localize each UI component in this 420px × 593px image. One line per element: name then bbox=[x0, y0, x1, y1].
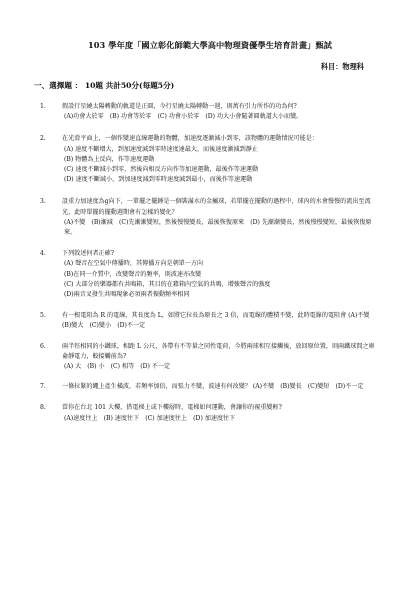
question-3 bbox=[40, 197, 380, 238]
question-text: 設重力加速度為g向下，一單擺之擺錘是一個裝滿水的金屬球，若單擺在擺動的過程中，球內的水會慢慢的流出至流光，此時單擺的擺動週期會有怎樣的變化？ bbox=[62, 198, 371, 216]
option-a: (A) 聲音在空氣中傳播時，其傳播方向是朝單一方向 bbox=[64, 260, 204, 268]
question-options: (A) 大 (B) 小 (C) 相等 (D) 不一定 bbox=[64, 363, 171, 371]
question-options: (A)功會大於零 (B) 功會等於零 (C) 功會小於零 (D) 功大小會隨著圓軌道大小而變。 bbox=[64, 113, 303, 121]
question-text: 當你在台北 101 大樓，搭電梯上或下樓層時，電梯如何運動，會讓你的視重變輕? bbox=[62, 404, 282, 412]
question-body bbox=[62, 342, 380, 373]
question-options: (A)速度往上 (B) 速度往下 (C) 加速度往上 (D) 加速度往下 bbox=[64, 414, 236, 422]
question-options: (A)不變 (B)漸減 (C)先漸漸變短，然後慢慢變長，最後恢復原來 (D) 先漸漸變長，然後慢慢變短，最後恢復原來。 bbox=[64, 218, 372, 237]
question-number: 1. bbox=[40, 103, 46, 110]
question-4 bbox=[40, 249, 380, 300]
option-d: (D) 速度不斷減小，到加速度減到零時速度減到最小，而後作等速運動 bbox=[64, 176, 253, 184]
option-a: (A) 速度不斷增大，到加速度減到零時速度達最大，而後速度漸減到靜止 bbox=[64, 145, 258, 153]
exam-title: 103 學年度「國立彰化師範大學高中物理資優學生培育計畫」甄試 bbox=[87, 40, 333, 50]
question-5 bbox=[40, 311, 380, 331]
question-text: 兩半徑相同的小鐵球，相距 L 公尺，各帶有不等量之同性電荷，今將兩球相互接觸後，放回原位置，則兩鐵球間之庫侖靜電力，較接觸前為? bbox=[62, 342, 375, 360]
question-body bbox=[62, 249, 380, 300]
question-6 bbox=[40, 342, 380, 373]
question-2 bbox=[40, 134, 380, 185]
option-c: (C) 大部分的樂器都有共鳴箱，其目的在藉箱內空氣的共鳴，增強聲音的強度 bbox=[64, 280, 271, 288]
question-number: 8. bbox=[40, 404, 46, 412]
question-number: 7. bbox=[40, 383, 46, 391]
section-heading: 一、選擇題 ： 10題 共計50分(每題5分) bbox=[34, 81, 175, 90]
subject-label: 科目：物理科 bbox=[320, 62, 364, 71]
question-number: 4. bbox=[40, 250, 46, 258]
question-body bbox=[62, 102, 380, 122]
option-b: (B) 物體為上反向，作等速度運動 bbox=[64, 155, 155, 163]
question-number: 2. bbox=[40, 135, 46, 143]
question-text: 假設行星繞太陽轉動的軌道是正圓，今行星繞太陽轉動一週，則萬有引力所作的功為何? bbox=[62, 103, 297, 110]
question-text: 一條拉緊的繩上產生橫波，若頻率加倍，而張力不變，波速有何改變？ (A)不變 (B)變長 (C)變短 (D)不一定 bbox=[62, 383, 364, 391]
question-body bbox=[62, 311, 380, 331]
question-7 bbox=[40, 382, 380, 392]
question-body bbox=[62, 382, 380, 392]
question-text: 下列敘述何者正確? bbox=[62, 250, 115, 258]
question-1 bbox=[40, 102, 380, 122]
option-b: (B)在同一介質中，改變聲音的頻率，則波速亦改變 bbox=[64, 270, 202, 278]
question-text: 在光滑平面上，一個作變速直線運動的物體，加速度逐漸減小到零，該物體的運動情況可能是： bbox=[62, 135, 318, 143]
question-number: 5. bbox=[40, 312, 46, 320]
question-number: 3. bbox=[40, 198, 46, 206]
question-body bbox=[62, 403, 380, 423]
question-body bbox=[62, 134, 380, 185]
option-c: (C) 速度不斷減小到零，然後向相反方向作等加速運動，最後作等速運動 bbox=[64, 166, 259, 174]
option-d: (D)兩音叉發生共鳴現象必須兩者振動頻率相同 bbox=[64, 291, 190, 299]
question-8 bbox=[40, 403, 380, 423]
question-text: 有一根電阻為 R 的電線，其長度為 L，如將它拉長為原長之 3 倍，而電線的體積不變，此時電線的電阻會 (A)不變 (B)變大 (C)變小 (D)不一定 bbox=[62, 312, 376, 330]
question-body bbox=[62, 197, 380, 238]
question-number: 6. bbox=[40, 342, 46, 350]
